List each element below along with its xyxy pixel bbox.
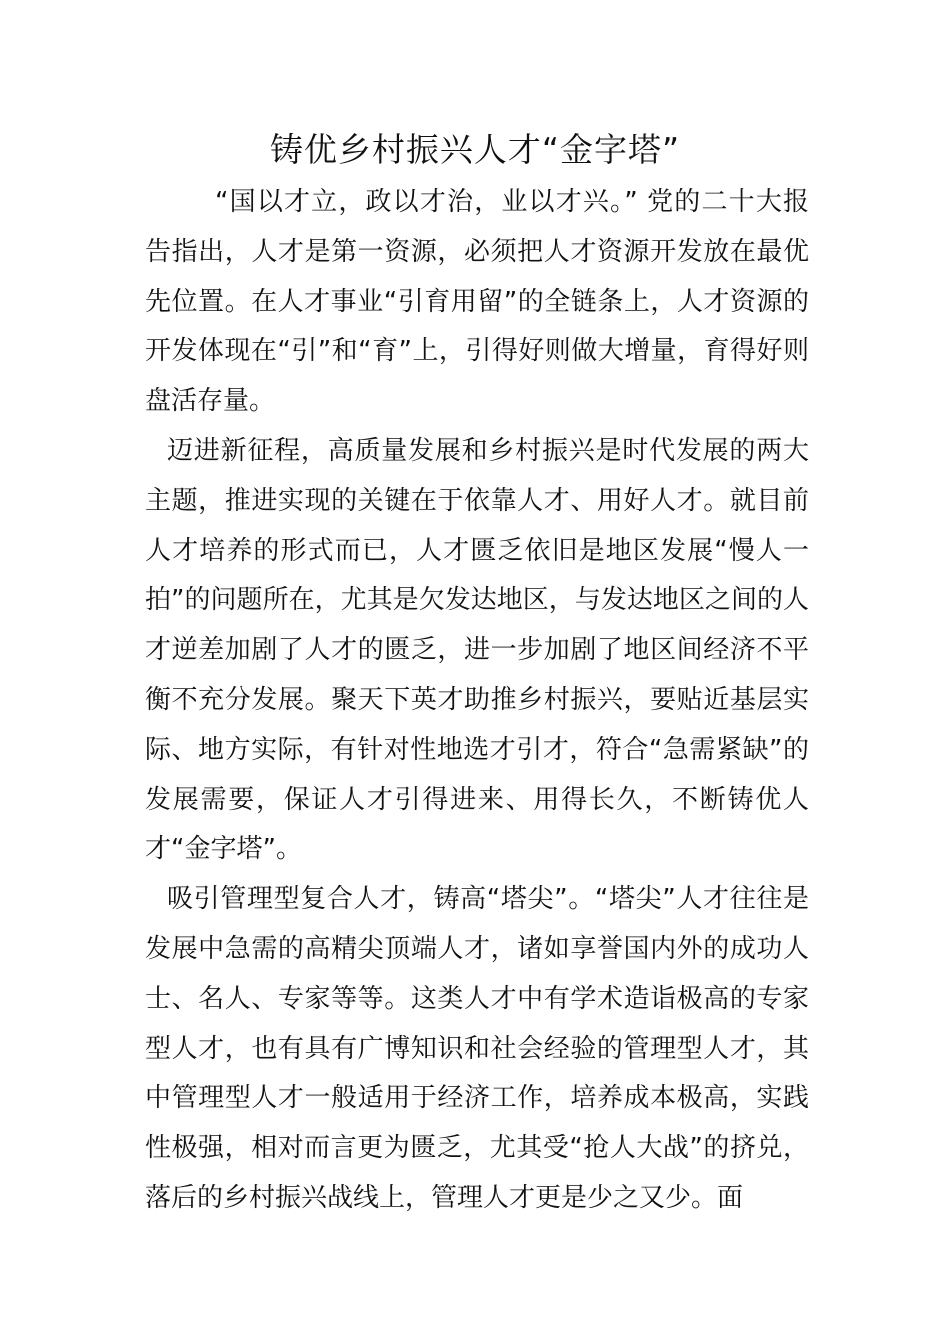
paragraph-intro: “国以才立，政以才治，业以才兴。” 党的二十大报告指出，人才是第一资源，必须把人才资源开发放在最优先位置。在人才事业“引育用留”的全链条上，人才资源的开发体现在“引”和“育”上，引得好则做大增量，育得好则盘活存量。 [145, 187, 809, 417]
paragraph-new-journey: 迈进新征程，高质量发展和乡村振兴是时代发展的两大主题，推进实现的关键在于依靠人才、用好人才。就目前人才培养的形式而已，人才匮乏依旧是地区发展“慢人一拍”的问题所在，尤其是欠发达地区，与发达地区之间的人才逆差加剧了人才的匮乏，进一步加剧了地区间经济不平衡不充分发展。聚天下英才助推乡村振兴，要贴近基层实际、地方实际，有针对性地选才引才，符合“急需紧缺”的发展需要，保证人才引得进来、用得长久，不断铸优人才“金字塔”。 [145, 435, 809, 865]
document-body [145, 178, 809, 1224]
paragraph-management-talent: 吸引管理型复合人才，铸高“塔尖”。“塔尖”人才往往是发展中急需的高精尖顶端人才，诸如享誉国内外的成功人士、名人、专家等等。这类人才中有学术造诣极高的专家型人才，也有具有广博知识和社会经验的管理型人才，其中管理型人才一般适用于经济工作，培养成本极高，实践性极强，相对而言更为匮乏，尤其受“抢人大战”的挤兑，落后的乡村振兴战线上，管理人才更是少之又少。面 [145, 884, 809, 1213]
document-title: 铸优乡村振兴人才“金字塔” [269, 130, 681, 169]
